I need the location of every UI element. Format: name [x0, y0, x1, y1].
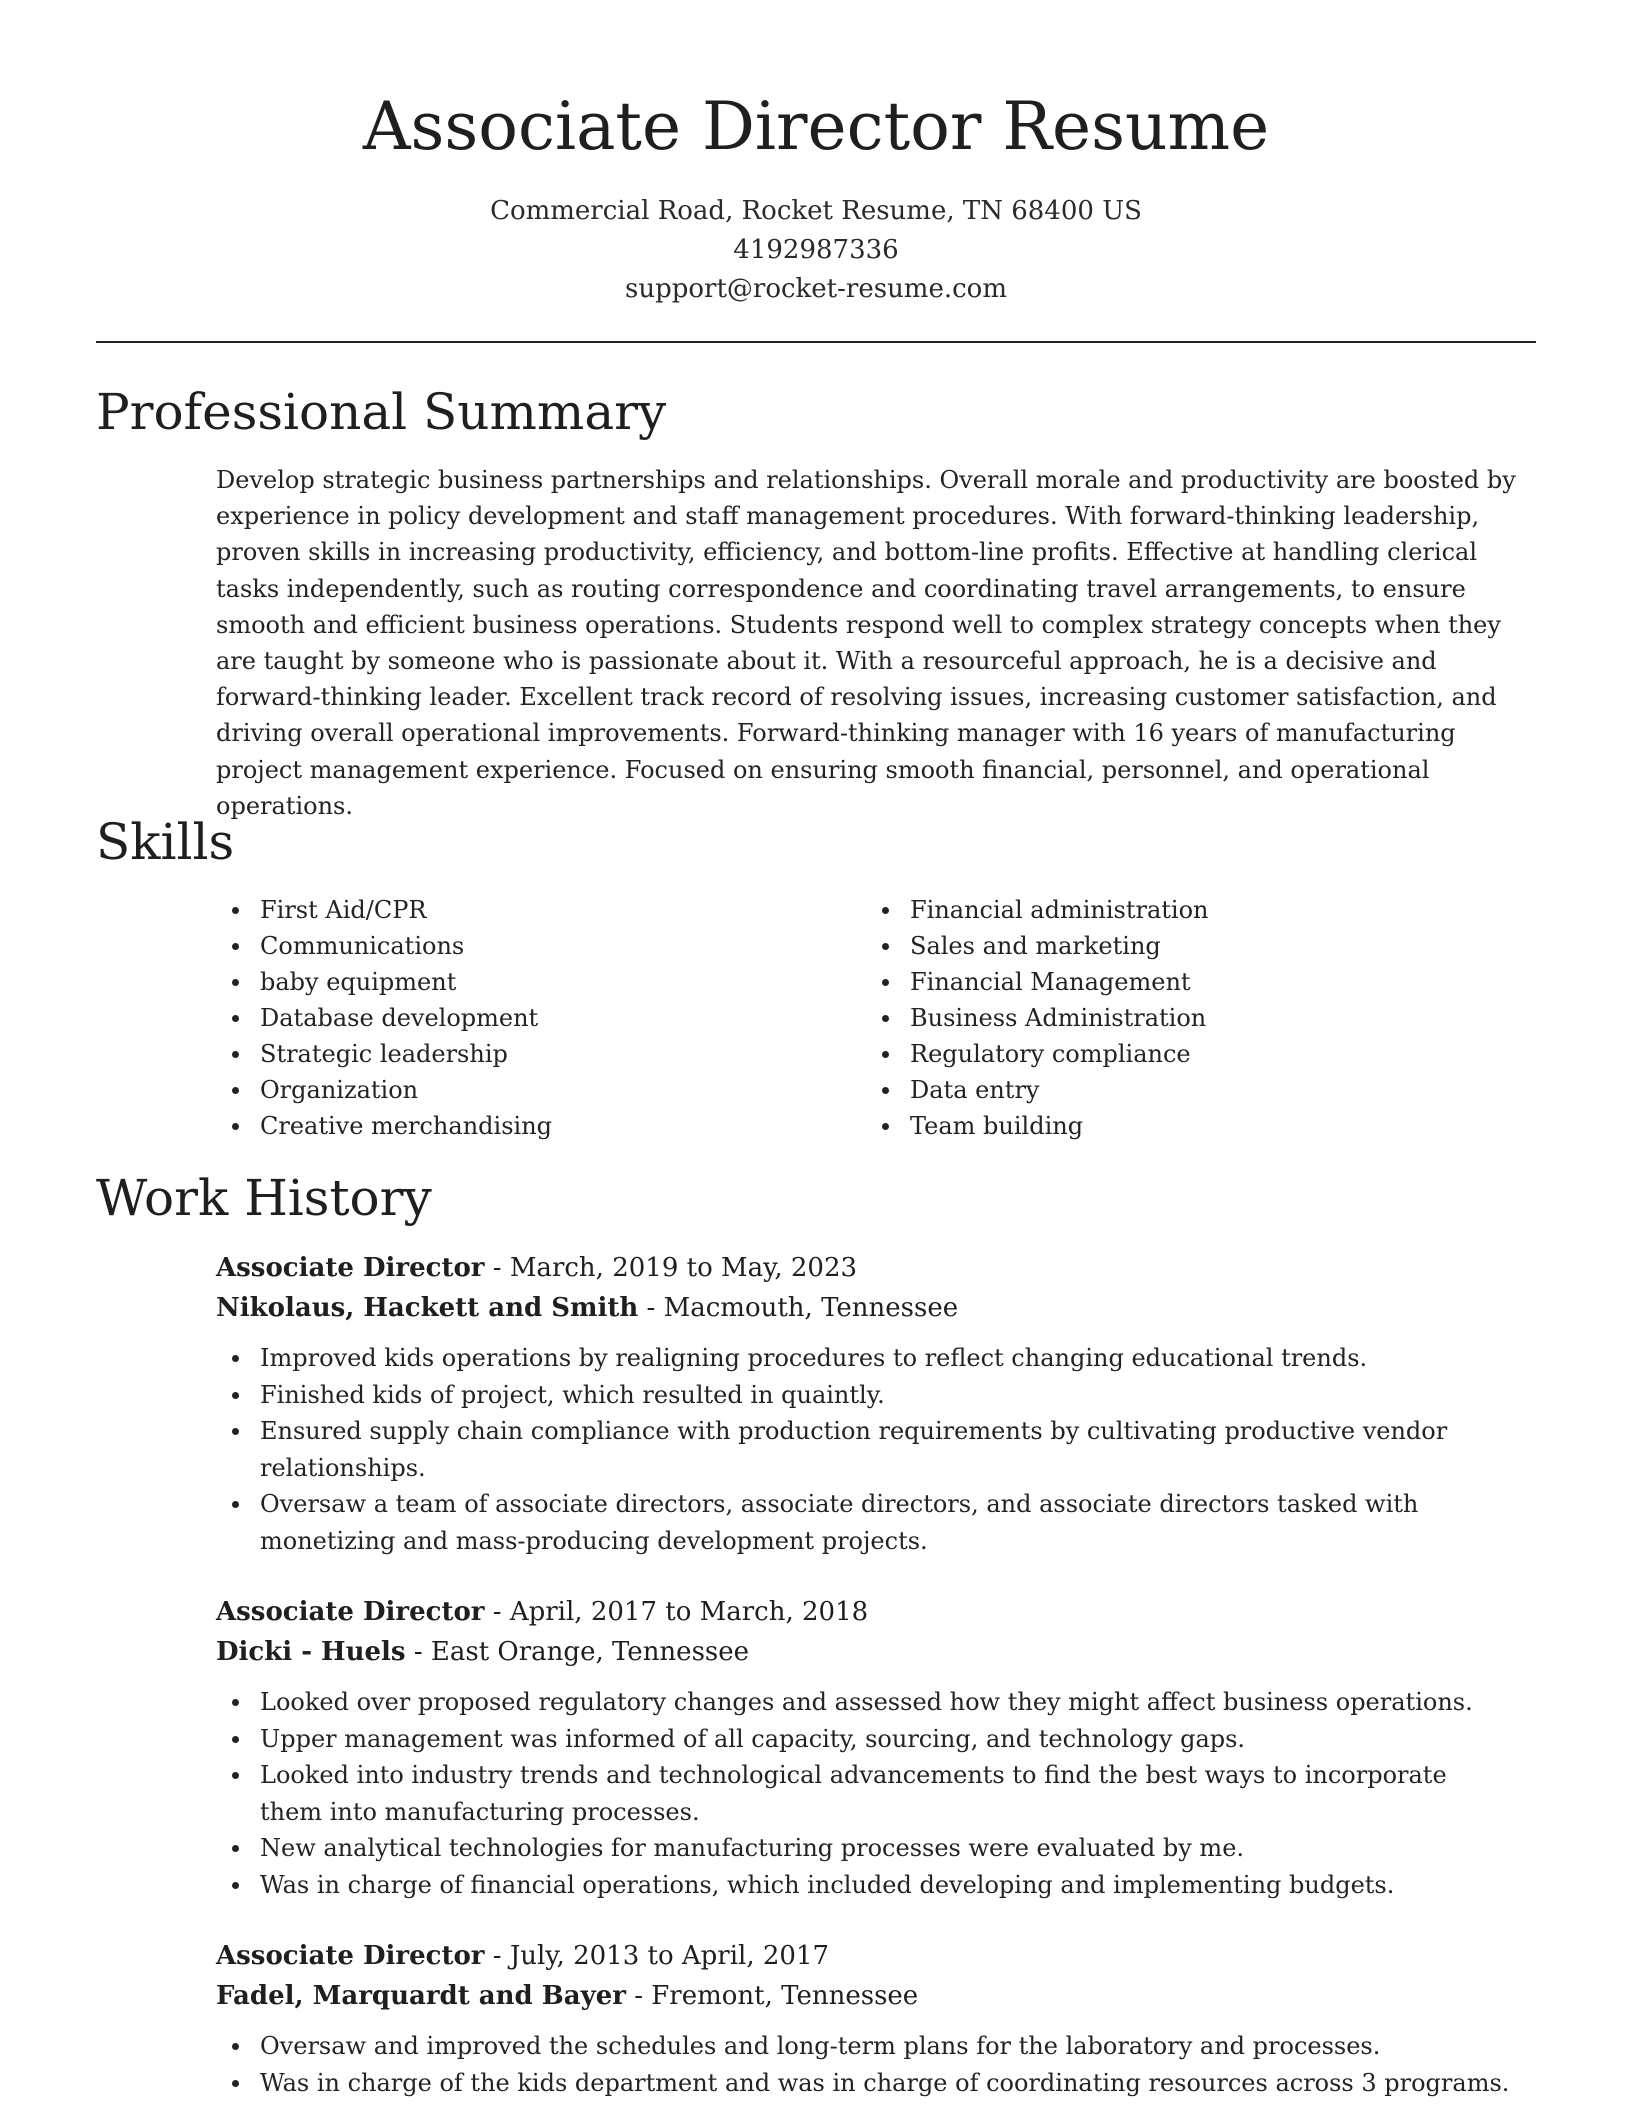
job-company-line — [216, 1976, 1536, 2016]
job-bullet: Looked into industry trends and technological advancements to find the best ways to incorporate them into manufacturing processes. — [216, 1757, 1516, 1830]
job-bullet: Oversaw a team of associate directors, associate directors, and associate directors tasked with monetizing and mass-producing development projects. — [216, 1486, 1516, 1559]
job-company: Fadel, Marquardt and Bayer — [216, 1981, 626, 2011]
skill-item: Creative merchandising — [216, 1108, 836, 1144]
job-bullet-list — [216, 2028, 1516, 2101]
skills-list-left — [216, 892, 836, 1144]
job-entry — [216, 1248, 1536, 1559]
job-entry — [216, 1592, 1536, 1903]
job-bullet: Was in charge of the kids department and was in charge of coordinating resources across 3 programs. — [216, 2065, 1516, 2102]
skill-item: Data entry — [866, 1072, 1486, 1108]
skill-item: Financial administration — [866, 892, 1486, 928]
work-heading: Work History — [96, 1169, 432, 1227]
job-company-line — [216, 1288, 1536, 1328]
job-company: Nikolaus, Hackett and Smith — [216, 1293, 639, 1323]
job-company-line — [216, 1632, 1536, 1672]
job-bullet: Oversaw and improved the schedules and long-term plans for the laboratory and processes. — [216, 2028, 1516, 2065]
job-dates: - March, 2019 to May, 2023 — [484, 1253, 858, 1283]
skill-item: baby equipment — [216, 964, 836, 1000]
job-location: - Macmouth, Tennessee — [638, 1293, 959, 1323]
contact-block — [96, 192, 1536, 309]
skill-item: Database development — [216, 1000, 836, 1036]
job-title-line — [216, 1592, 1536, 1632]
contact-address: Commercial Road, Rocket Resume, TN 68400 US — [490, 196, 1142, 226]
job-title: Associate Director — [216, 1597, 485, 1627]
job-bullet: New analytical technologies for manufacturing processes were evaluated by me. — [216, 1830, 1516, 1867]
job-location: - Fremont, Tennessee — [625, 1981, 919, 2011]
job-title: Associate Director — [216, 1941, 485, 1971]
contact-phone: 4192987336 — [733, 235, 899, 265]
skill-item: Regulatory compliance — [866, 1036, 1486, 1072]
job-bullet: Ensured supply chain compliance with production requirements by cultivating productive vendor relationships. — [216, 1413, 1516, 1486]
skills-list-right — [866, 892, 1486, 1144]
skill-item: Communications — [216, 928, 836, 964]
header-divider — [96, 341, 1536, 343]
skill-item: Financial Management — [866, 964, 1486, 1000]
skill-item: Strategic leadership — [216, 1036, 836, 1072]
skill-item: Organization — [216, 1072, 836, 1108]
job-dates: - April, 2017 to March, 2018 — [484, 1597, 869, 1627]
job-dates: - July, 2013 to April, 2017 — [484, 1941, 830, 1971]
job-bullet: Was in charge of financial operations, which included developing and implementing budgets. — [216, 1867, 1516, 1904]
skills-heading: Skills — [96, 813, 235, 871]
contact-email: support@rocket-resume.com — [624, 274, 1007, 304]
summary-text: Develop strategic business partnerships and relationships. Overall morale and productivity are boosted by experience in policy development and staff management procedures. With forward-thinking leadership, proven skills in increasing productivity, efficiency, and bottom-line profits. Effective at handling clerical tasks independently, such as routing correspondence and coordinating travel arrangements, to ensure smooth and efficient business operations. Students respond well to complex strategy concepts when they are taught by someone who is passionate about it. With a resourceful approach, he is a decisive and forward-thinking leader. Excellent track record of resolving issues, increasing customer satisfaction, and driving overall operational improvements. Forward-thinking manager with 16 years of manufacturing project management experience. Focused on ensuring smooth financial, personnel, and operational operations. — [216, 466, 1516, 820]
job-bullet: Improved kids operations by realigning procedures to reflect changing educational trends. — [216, 1340, 1516, 1377]
summary-heading: Professional Summary — [96, 383, 667, 441]
job-bullet: Looked over proposed regulatory changes and assessed how they might affect business operations. — [216, 1684, 1516, 1721]
job-bullet-list — [216, 1340, 1516, 1559]
job-title-line — [216, 1248, 1536, 1288]
job-location: - East Orange, Tennessee — [405, 1637, 750, 1667]
page-title: Associate Director Resume — [362, 88, 1270, 165]
job-bullet: Finished kids of project, which resulted in quaintly. — [216, 1377, 1516, 1414]
skill-item: Team building — [866, 1108, 1486, 1144]
job-title-line — [216, 1936, 1536, 1976]
skill-item: First Aid/CPR — [216, 892, 836, 928]
job-title: Associate Director — [216, 1253, 485, 1283]
job-company: Dicki - Huels — [216, 1637, 406, 1667]
skill-item: Business Administration — [866, 1000, 1486, 1036]
job-bullet-list — [216, 1684, 1516, 1903]
job-bullet: Upper management was informed of all capacity, sourcing, and technology gaps. — [216, 1721, 1516, 1758]
skill-item: Sales and marketing — [866, 928, 1486, 964]
job-entry — [216, 1936, 1536, 2101]
